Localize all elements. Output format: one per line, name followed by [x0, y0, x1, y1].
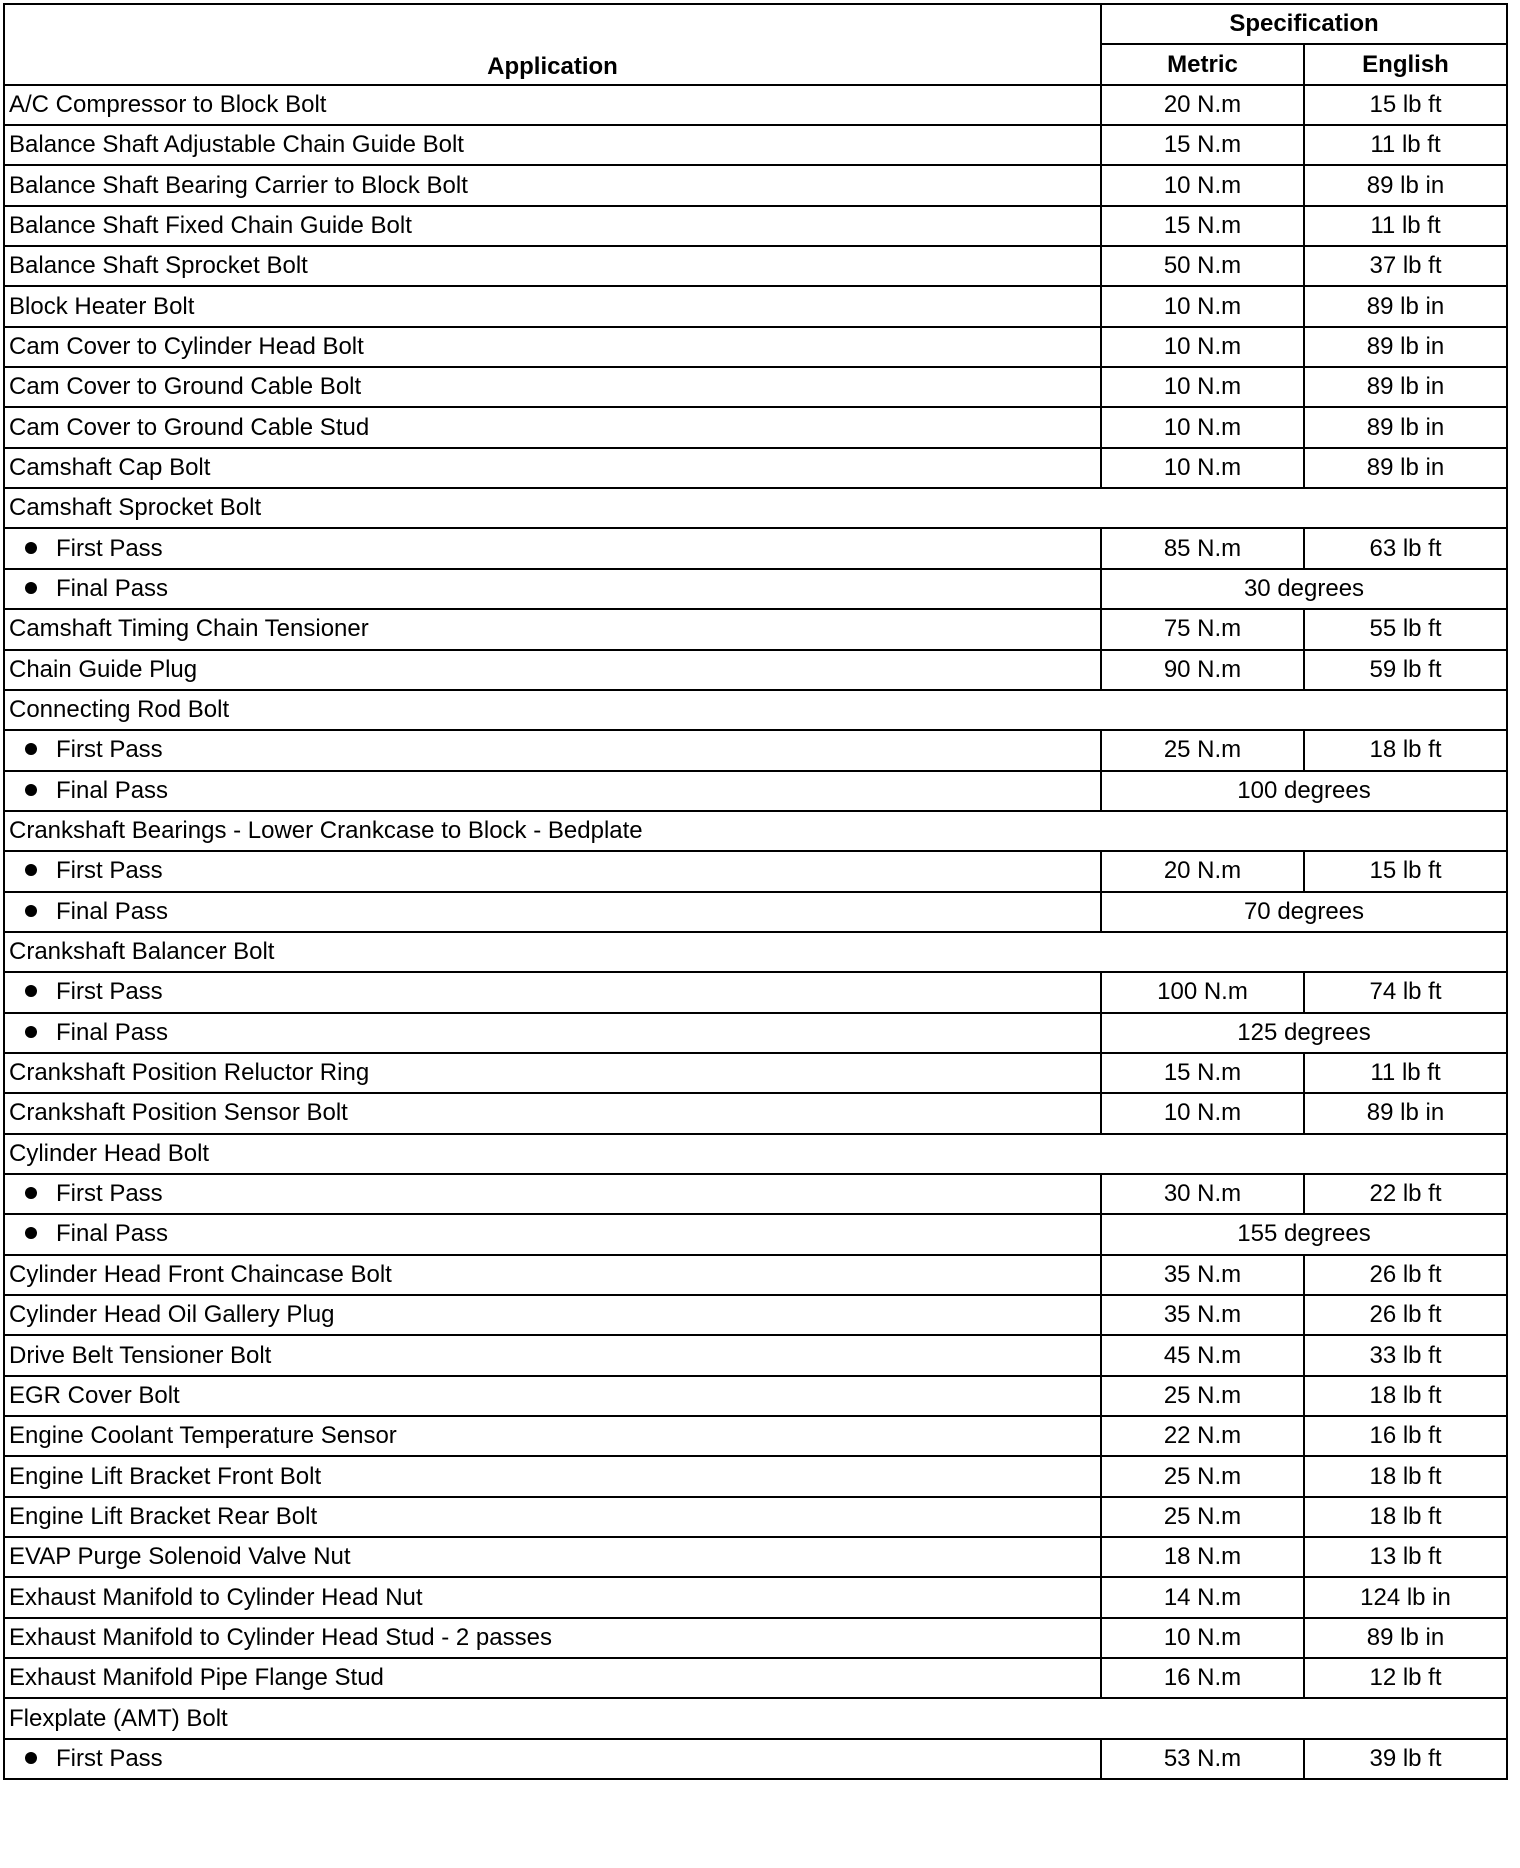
english-cell: 11 lb ft [1304, 125, 1507, 165]
application-label: Final Pass [56, 897, 169, 925]
metric-cell: 14 N.m [1101, 1577, 1304, 1617]
table-row [4, 1214, 1507, 1254]
table-row [4, 811, 1507, 851]
metric-cell: 10 N.m [1101, 286, 1304, 326]
application-cell [4, 972, 1101, 1012]
metric-cell: 16 N.m [1101, 1658, 1304, 1698]
application-cell: Cam Cover to Ground Cable Stud [4, 407, 1101, 447]
table-header [4, 4, 1507, 85]
bullet-icon [25, 784, 37, 796]
table-row [4, 851, 1507, 891]
application-cell: Camshaft Timing Chain Tensioner [4, 609, 1101, 649]
table-row [4, 528, 1507, 568]
table-row [4, 1618, 1507, 1658]
table-row [4, 1093, 1507, 1133]
table-row [4, 892, 1507, 932]
metric-cell: 25 N.m [1101, 1456, 1304, 1496]
specification-header: Specification [1101, 4, 1507, 44]
english-cell: 22 lb ft [1304, 1174, 1507, 1214]
table-row [4, 125, 1507, 165]
metric-cell: 45 N.m [1101, 1335, 1304, 1375]
application-cell [4, 892, 1101, 932]
bullet-icon [25, 1227, 37, 1239]
table-row [4, 1739, 1507, 1779]
application-cell [4, 851, 1101, 891]
table-row [4, 85, 1507, 125]
application-cell: Engine Lift Bracket Front Bolt [4, 1456, 1101, 1496]
english-cell: 13 lb ft [1304, 1537, 1507, 1577]
application-label: First Pass [56, 1744, 163, 1772]
application-cell: Balance Shaft Sprocket Bolt [4, 246, 1101, 286]
application-cell: Cylinder Head Bolt [4, 1134, 1507, 1174]
application-cell: Balance Shaft Adjustable Chain Guide Bolt [4, 125, 1101, 165]
table-body [4, 85, 1507, 1779]
application-cell [4, 1174, 1101, 1214]
application-cell: Cam Cover to Cylinder Head Bolt [4, 327, 1101, 367]
metric-cell: 10 N.m [1101, 1093, 1304, 1133]
metric-cell: 10 N.m [1101, 165, 1304, 205]
angle-spec-cell: 155 degrees [1101, 1214, 1507, 1254]
english-cell: 89 lb in [1304, 367, 1507, 407]
application-cell: Block Heater Bolt [4, 286, 1101, 326]
metric-cell: 15 N.m [1101, 125, 1304, 165]
table-row [4, 1376, 1507, 1416]
table-row [4, 932, 1507, 972]
metric-header: Metric [1101, 44, 1304, 84]
bullet-icon [25, 1187, 37, 1199]
bullet-icon [25, 905, 37, 917]
application-cell: Connecting Rod Bolt [4, 690, 1507, 730]
english-cell: 89 lb in [1304, 407, 1507, 447]
english-cell: 26 lb ft [1304, 1255, 1507, 1295]
application-cell: A/C Compressor to Block Bolt [4, 85, 1101, 125]
application-cell: Flexplate (AMT) Bolt [4, 1698, 1507, 1738]
application-label: Final Pass [56, 574, 169, 602]
english-cell: 11 lb ft [1304, 1053, 1507, 1093]
metric-cell: 25 N.m [1101, 730, 1304, 770]
metric-cell: 30 N.m [1101, 1174, 1304, 1214]
english-cell: 89 lb in [1304, 286, 1507, 326]
metric-cell: 15 N.m [1101, 1053, 1304, 1093]
angle-spec-cell: 125 degrees [1101, 1013, 1507, 1053]
table-row [4, 1416, 1507, 1456]
torque-spec-table [3, 3, 1508, 1780]
english-cell: 89 lb in [1304, 448, 1507, 488]
english-cell: 15 lb ft [1304, 85, 1507, 125]
table-row [4, 246, 1507, 286]
application-cell [4, 569, 1101, 609]
table-row [4, 690, 1507, 730]
application-label: Final Pass [56, 1220, 169, 1248]
english-cell: 26 lb ft [1304, 1295, 1507, 1335]
bullet-icon [25, 1752, 37, 1764]
table-row [4, 286, 1507, 326]
angle-spec-cell: 70 degrees [1101, 892, 1507, 932]
metric-cell: 90 N.m [1101, 650, 1304, 690]
application-cell: Chain Guide Plug [4, 650, 1101, 690]
application-label: First Pass [56, 1180, 163, 1208]
table-row [4, 972, 1507, 1012]
table-row [4, 1497, 1507, 1537]
table-row [4, 1658, 1507, 1698]
table-row [4, 1134, 1507, 1174]
english-cell: 37 lb ft [1304, 246, 1507, 286]
table-row [4, 448, 1507, 488]
english-cell: 74 lb ft [1304, 972, 1507, 1012]
metric-cell: 10 N.m [1101, 407, 1304, 447]
application-cell: Drive Belt Tensioner Bolt [4, 1335, 1101, 1375]
english-cell: 18 lb ft [1304, 1497, 1507, 1537]
english-cell: 63 lb ft [1304, 528, 1507, 568]
bullet-icon [25, 864, 37, 876]
table-row [4, 206, 1507, 246]
application-cell: Crankshaft Position Reluctor Ring [4, 1053, 1101, 1093]
english-cell: 89 lb in [1304, 165, 1507, 205]
metric-cell: 50 N.m [1101, 246, 1304, 286]
metric-cell: 15 N.m [1101, 206, 1304, 246]
bullet-icon [25, 985, 37, 997]
table-row [4, 1295, 1507, 1335]
metric-cell: 20 N.m [1101, 851, 1304, 891]
english-cell: 16 lb ft [1304, 1416, 1507, 1456]
english-cell: 33 lb ft [1304, 1335, 1507, 1375]
application-cell [4, 1013, 1101, 1053]
table-row [4, 1174, 1507, 1214]
metric-cell: 10 N.m [1101, 448, 1304, 488]
metric-cell: 22 N.m [1101, 1416, 1304, 1456]
table-row [4, 1456, 1507, 1496]
application-cell: Crankshaft Balancer Bolt [4, 932, 1507, 972]
english-cell: 124 lb in [1304, 1577, 1507, 1617]
application-label: First Pass [56, 978, 163, 1006]
table-row [4, 609, 1507, 649]
table-row [4, 730, 1507, 770]
metric-cell: 35 N.m [1101, 1255, 1304, 1295]
english-cell: 18 lb ft [1304, 730, 1507, 770]
metric-cell: 10 N.m [1101, 1618, 1304, 1658]
english-cell: 11 lb ft [1304, 206, 1507, 246]
english-cell: 18 lb ft [1304, 1376, 1507, 1416]
application-cell: Crankshaft Bearings - Lower Crankcase to Block - Bedplate [4, 811, 1507, 851]
english-cell: 55 lb ft [1304, 609, 1507, 649]
bullet-icon [25, 542, 37, 554]
application-cell: Balance Shaft Bearing Carrier to Block Bolt [4, 165, 1101, 205]
application-cell: Engine Lift Bracket Rear Bolt [4, 1497, 1101, 1537]
table-row [4, 1335, 1507, 1375]
table-row [4, 1577, 1507, 1617]
application-label: First Pass [56, 857, 163, 885]
table-row [4, 771, 1507, 811]
table-row [4, 1013, 1507, 1053]
table-row [4, 650, 1507, 690]
application-cell: Crankshaft Position Sensor Bolt [4, 1093, 1101, 1133]
application-cell: EGR Cover Bolt [4, 1376, 1101, 1416]
application-cell: Cylinder Head Front Chaincase Bolt [4, 1255, 1101, 1295]
application-header: Application [4, 4, 1101, 85]
application-cell [4, 730, 1101, 770]
english-cell: 12 lb ft [1304, 1658, 1507, 1698]
english-cell: 18 lb ft [1304, 1456, 1507, 1496]
table-row [4, 1053, 1507, 1093]
application-cell [4, 1739, 1101, 1779]
table-row [4, 1537, 1507, 1577]
metric-cell: 18 N.m [1101, 1537, 1304, 1577]
metric-cell: 10 N.m [1101, 367, 1304, 407]
bullet-icon [25, 582, 37, 594]
bullet-icon [25, 743, 37, 755]
table-row [4, 488, 1507, 528]
application-cell: Balance Shaft Fixed Chain Guide Bolt [4, 206, 1101, 246]
english-cell: 89 lb in [1304, 1618, 1507, 1658]
english-cell: 89 lb in [1304, 1093, 1507, 1133]
application-cell [4, 771, 1101, 811]
application-cell: Engine Coolant Temperature Sensor [4, 1416, 1101, 1456]
application-cell: Cam Cover to Ground Cable Bolt [4, 367, 1101, 407]
table-row [4, 407, 1507, 447]
metric-cell: 20 N.m [1101, 85, 1304, 125]
table-row [4, 569, 1507, 609]
metric-cell: 25 N.m [1101, 1497, 1304, 1537]
application-label: First Pass [56, 534, 163, 562]
application-cell: Camshaft Sprocket Bolt [4, 488, 1507, 528]
application-label: First Pass [56, 736, 163, 764]
application-label: Final Pass [56, 1018, 169, 1046]
application-cell [4, 1214, 1101, 1254]
application-cell [4, 528, 1101, 568]
application-cell: Exhaust Manifold to Cylinder Head Nut [4, 1577, 1101, 1617]
table-row [4, 327, 1507, 367]
table-row [4, 1255, 1507, 1295]
metric-cell: 75 N.m [1101, 609, 1304, 649]
metric-cell: 53 N.m [1101, 1739, 1304, 1779]
table-row [4, 1698, 1507, 1738]
angle-spec-cell: 100 degrees [1101, 771, 1507, 811]
bullet-icon [25, 1026, 37, 1038]
metric-cell: 25 N.m [1101, 1376, 1304, 1416]
table-row [4, 367, 1507, 407]
application-cell: Exhaust Manifold Pipe Flange Stud [4, 1658, 1101, 1698]
application-cell: Exhaust Manifold to Cylinder Head Stud - 2 passes [4, 1618, 1101, 1658]
metric-cell: 10 N.m [1101, 327, 1304, 367]
table-row [4, 165, 1507, 205]
english-cell: 59 lb ft [1304, 650, 1507, 690]
application-cell: Cylinder Head Oil Gallery Plug [4, 1295, 1101, 1335]
english-cell: 15 lb ft [1304, 851, 1507, 891]
english-cell: 89 lb in [1304, 327, 1507, 367]
application-cell: EVAP Purge Solenoid Valve Nut [4, 1537, 1101, 1577]
metric-cell: 85 N.m [1101, 528, 1304, 568]
metric-cell: 35 N.m [1101, 1295, 1304, 1335]
application-cell: Camshaft Cap Bolt [4, 448, 1101, 488]
english-header: English [1304, 44, 1507, 84]
angle-spec-cell: 30 degrees [1101, 569, 1507, 609]
metric-cell: 100 N.m [1101, 972, 1304, 1012]
english-cell: 39 lb ft [1304, 1739, 1507, 1779]
application-label: Final Pass [56, 776, 169, 804]
